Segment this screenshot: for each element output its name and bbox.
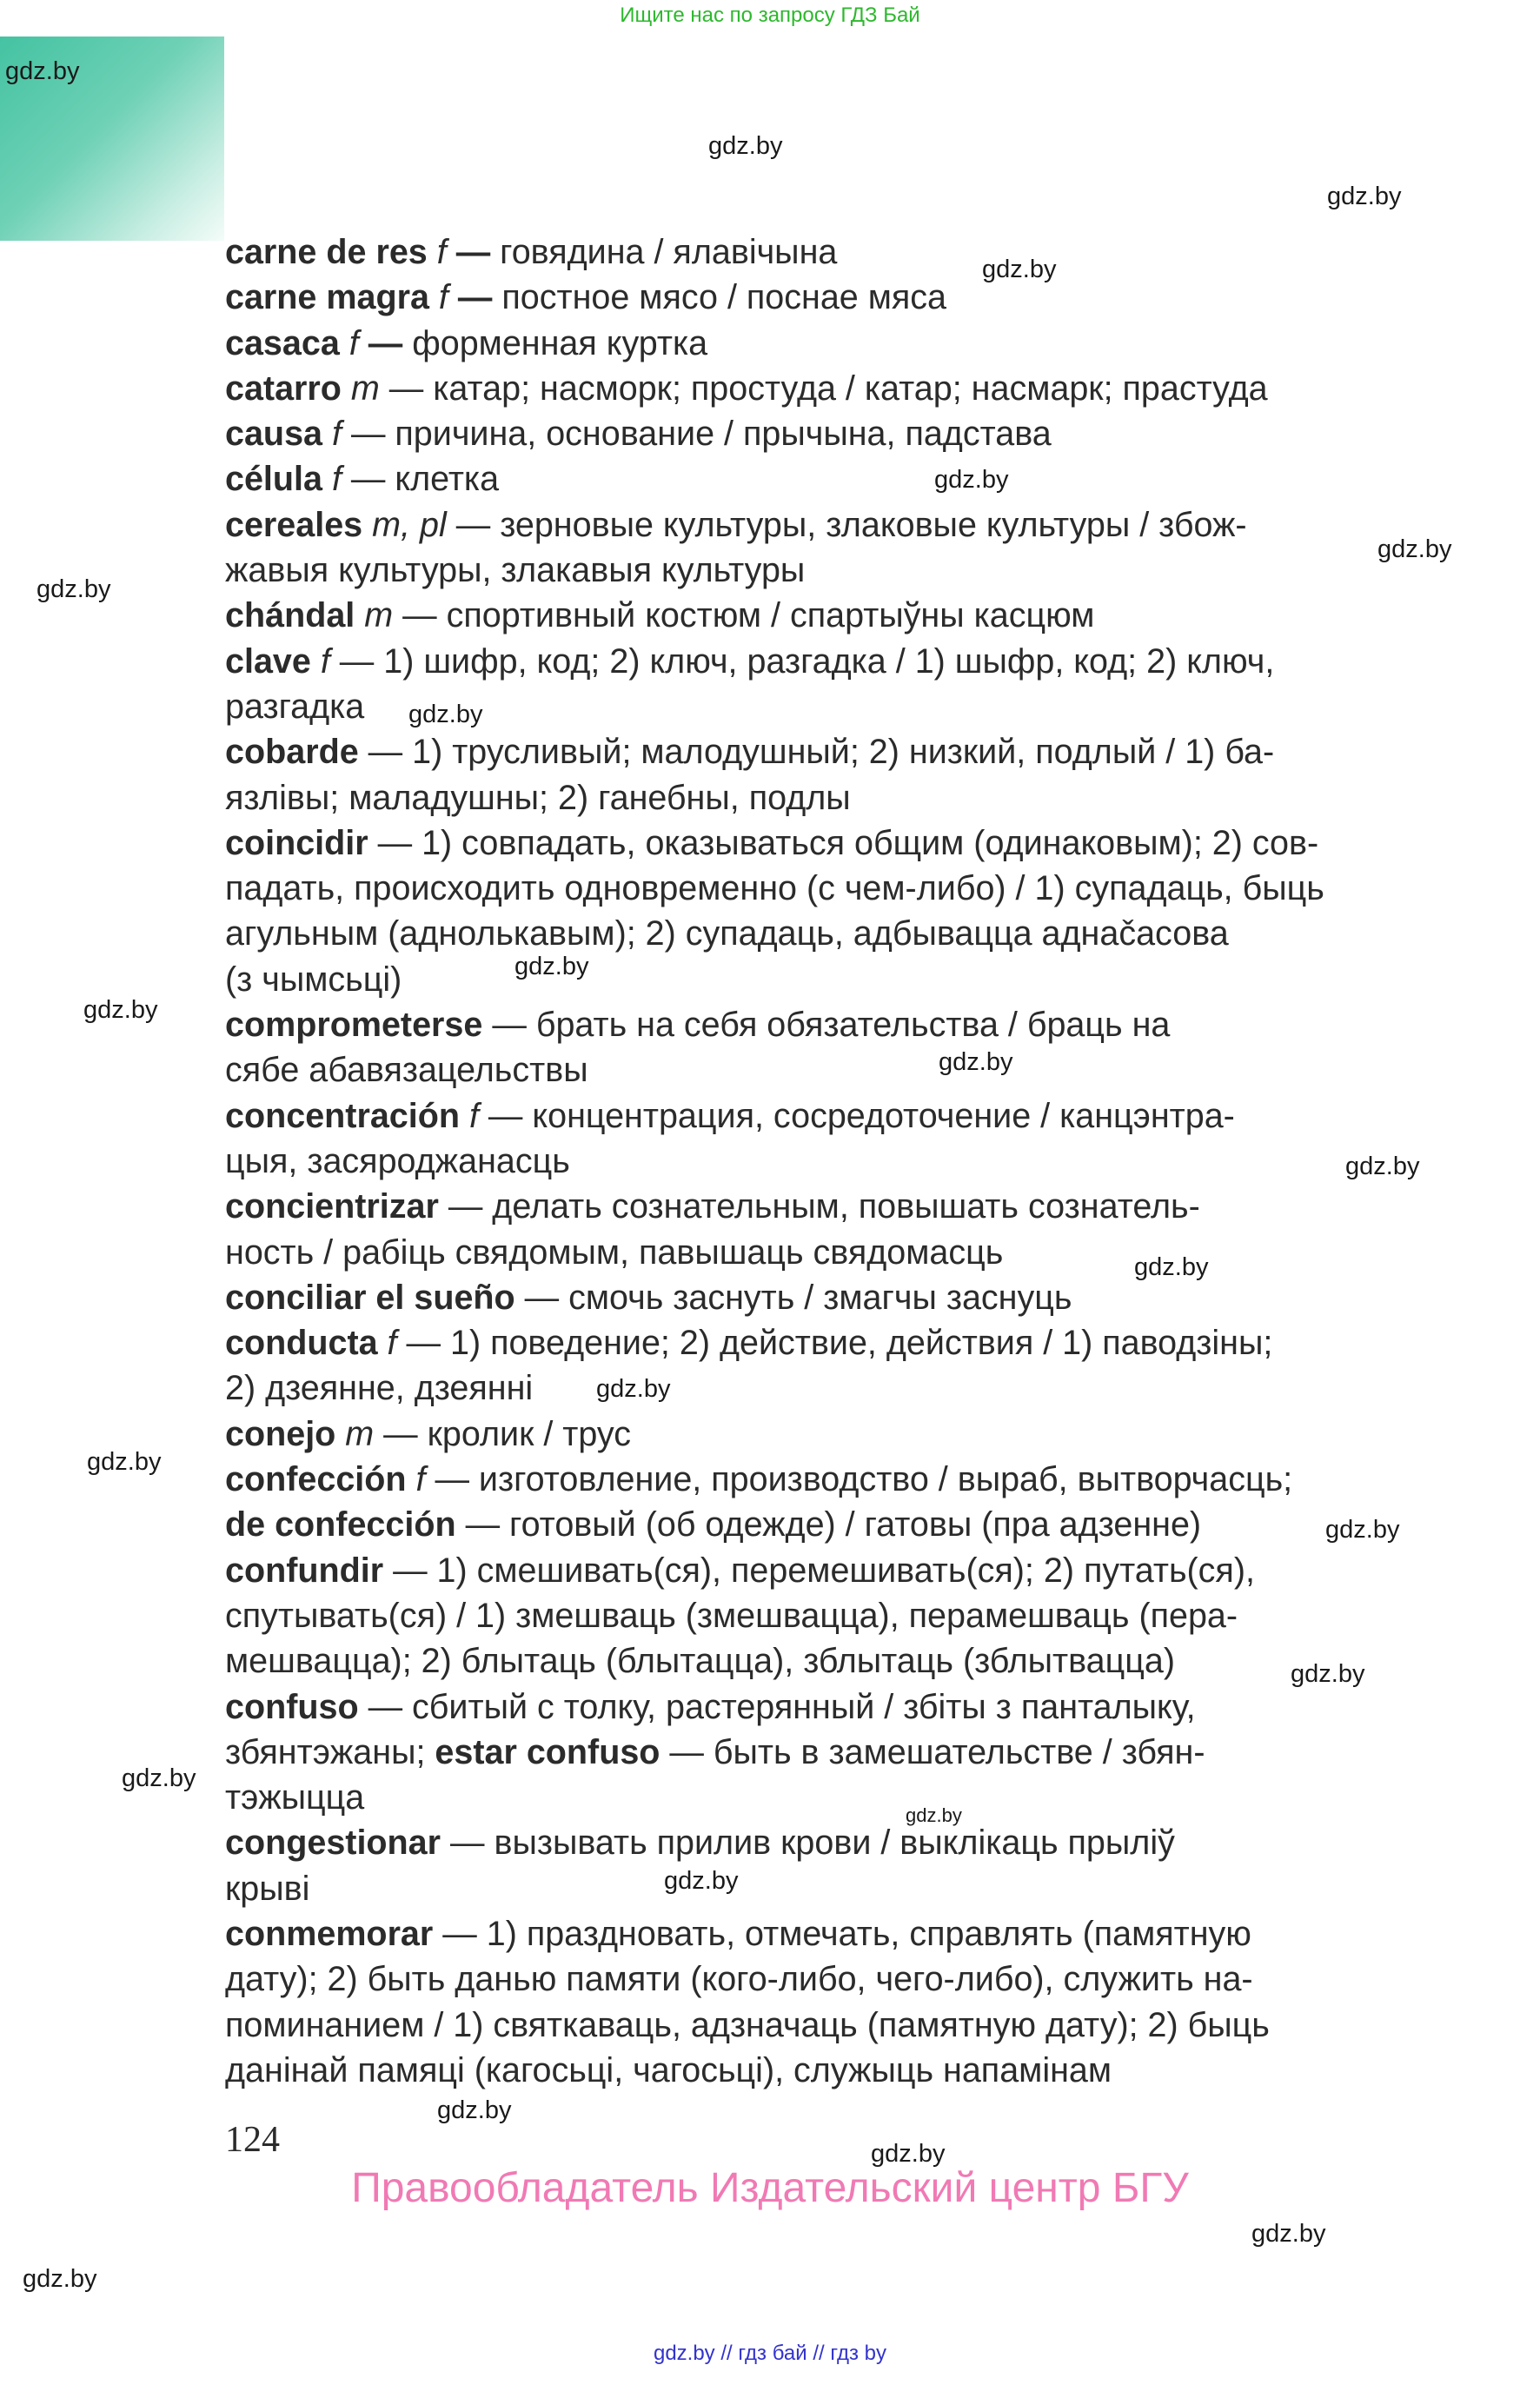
dictionary-line: [225, 1548, 1365, 1593]
headword: congestionar: [225, 1824, 441, 1863]
headword: conmemorar: [225, 1914, 434, 1953]
headword: chándal: [225, 596, 365, 635]
page-number: 124: [225, 2120, 280, 2160]
dictionary-line: [225, 1730, 1365, 1775]
definition-text: 2) дзеянне, дзеянні: [225, 1369, 534, 1408]
grammar-mark: m, pl: [372, 505, 447, 544]
dictionary-line: [225, 593, 1365, 638]
definition-text: — 1) поведение; 2) действие, действия / 1) паводзіны;: [396, 1324, 1273, 1363]
grammar-mark: f: [348, 323, 359, 362]
grammar-mark: f: [387, 1324, 397, 1363]
definition-text: — 1) смешивать(ся), перемешивать(ся); 2) путать(ся),: [383, 1551, 1255, 1590]
dictionary-line: [225, 957, 1365, 1002]
headword: catarro: [225, 369, 351, 408]
dictionary-line: [225, 1412, 1365, 1457]
definition-text: спутывать(ся) / 1) змешваць (змешвацца), перамешваць (пера-: [225, 1596, 1238, 1635]
dictionary-line: [225, 866, 1365, 911]
watermark: gdz.by: [1291, 1660, 1365, 1688]
headword: concentración: [225, 1096, 469, 1135]
dictionary-line: [225, 1775, 1365, 1820]
dictionary-line: [225, 775, 1365, 820]
headword: concientrizar: [225, 1187, 439, 1226]
watermark: gdz.by: [83, 996, 158, 1024]
dictionary-line: [225, 502, 1365, 548]
copyright-notice: Правообладатель Издательский центр БГУ: [351, 2165, 1189, 2211]
dictionary-line: [225, 911, 1365, 956]
dictionary-line: [225, 1638, 1365, 1684]
definition-text: — зерновые культуры, злаковые культуры / збож-: [446, 505, 1247, 544]
watermark: gdz.by: [1327, 183, 1402, 210]
watermark: gdz.by: [437, 2096, 512, 2124]
dictionary-line: [225, 1593, 1365, 1638]
dictionary-line: [225, 2048, 1365, 2093]
definition-text: крыві: [225, 1869, 310, 1908]
watermark: gdz.by: [37, 575, 111, 603]
headword: carne magra: [225, 278, 439, 317]
dictionary-line: [225, 1139, 1365, 1184]
definition-text: — быть в замешательстве / збян-: [660, 1732, 1205, 1771]
dictionary-line: [225, 411, 1365, 456]
dictionary-line: [225, 1184, 1365, 1229]
definition-text: — спортивный костюм / спартыўны касцюм: [393, 596, 1095, 635]
headword: causa: [225, 415, 332, 454]
headword: conducta: [225, 1324, 388, 1363]
headword: célula: [225, 460, 332, 499]
dictionary-line: [225, 2003, 1365, 2048]
watermark: gdz.by: [1134, 1253, 1209, 1281]
dictionary-line: [225, 1275, 1365, 1320]
definition-text: — кролик / трус: [374, 1414, 631, 1453]
grammar-mark: f: [438, 278, 448, 317]
grammar-mark: f: [320, 641, 330, 681]
grammar-mark: m: [350, 369, 380, 408]
watermark: gdz.by: [87, 1448, 162, 1476]
definition-text: — делать сознательным, повышать сознатель-: [438, 1187, 1200, 1226]
definition-text: жавыя культуры, злакавыя культуры: [225, 551, 806, 590]
definition-text: тэжыцца: [225, 1778, 365, 1817]
watermark: gdz.by: [408, 701, 483, 728]
definition-text: — готовый (об одежде) / гатовы (пра адзенне): [455, 1505, 1202, 1545]
definition-text: дату); 2) быть данью памяти (кого-либо, чего-либо), служить на-: [225, 1960, 1253, 1999]
definition-text: форменная куртка: [402, 323, 708, 362]
dictionary-line: [225, 1684, 1365, 1730]
watermark: gdz.by: [596, 1375, 671, 1403]
definition-text: — брать на себя обязательства / браць на: [482, 1006, 1171, 1045]
grammar-mark: f: [331, 415, 342, 454]
definition-text: — катар; насморк; простуда / катар; насмарк; прастуда: [379, 369, 1268, 408]
dictionary-line: [225, 1002, 1365, 1047]
dictionary-line: [225, 548, 1365, 593]
definition-text: мешвацца); 2) блытаць (блытацца), зблытаць (зблытвацца): [225, 1642, 1176, 1681]
watermark: gdz.by: [1377, 535, 1452, 563]
definition-text: — причина, основание / прычына, падстава: [341, 415, 1052, 454]
watermark: gdz.by: [982, 256, 1057, 283]
definition-text: цыя, засяроджанасць: [225, 1141, 570, 1180]
watermark: gdz.by: [939, 1048, 1013, 1076]
watermark: gdz.by: [1325, 1516, 1400, 1544]
top-banner[interactable]: Ищите нас по запросу ГДЗ Бай: [620, 3, 920, 27]
definition-text: — 1) шифр, код; 2) ключ, разгадка / 1) шыфр, код; 2) ключ,: [329, 641, 1275, 681]
dictionary-line: [225, 275, 1365, 320]
dictionary-line: [225, 1911, 1365, 1956]
definition-text: — 1) совпадать, оказываться общим (одинаковым); 2) сов-: [368, 823, 1319, 862]
dictionary-line: [225, 1093, 1365, 1139]
headword: conejo: [225, 1414, 346, 1453]
definition-text: — сбитый с толку, растерянный / збіты з панталыку,: [358, 1687, 1196, 1726]
headword: confundir: [225, 1551, 384, 1590]
watermark: gdz.by: [664, 1867, 739, 1895]
watermark: gdz.by: [1251, 2220, 1326, 2248]
definition-text: — смочь заснуть / змагчы заснуць: [514, 1278, 1072, 1317]
definition-text: — изготовление, производство / выраб, вытворчасць;: [425, 1460, 1293, 1499]
definition-text: — клетка: [341, 460, 500, 499]
headword: confuso: [225, 1687, 359, 1726]
headword: —: [448, 278, 493, 317]
definition-text: разгадка: [225, 687, 365, 726]
dictionary-line: [225, 729, 1365, 774]
watermark: gdz.by: [934, 466, 1009, 494]
definition-text: — вызывать прилив крови / выклікаць прыліў: [441, 1824, 1175, 1863]
grammar-mark: f: [415, 1460, 426, 1499]
dictionary-line: [225, 1502, 1365, 1547]
headword: confección: [225, 1460, 416, 1499]
watermark: gdz.by: [1345, 1153, 1420, 1180]
dictionary-line: [225, 456, 1365, 502]
grammar-mark: m: [345, 1414, 375, 1453]
definition-text: ность / рабіць свядомым, павышаць свядомасць: [225, 1232, 1004, 1272]
dictionary-line: [225, 366, 1365, 411]
dictionary-line: [225, 1365, 1365, 1411]
headword: carne de res: [225, 233, 437, 271]
dictionary-line: [225, 684, 1365, 729]
dictionary-entries: [225, 229, 1365, 2093]
headword: estar confuso: [435, 1732, 660, 1771]
headword: —: [446, 233, 491, 271]
dictionary-line: [225, 1866, 1365, 1911]
watermark: gdz.by: [906, 1804, 962, 1826]
watermark: gdz.by: [514, 953, 589, 980]
dictionary-line: [225, 1956, 1365, 2002]
headword: cereales: [225, 505, 373, 544]
dictionary-line: [225, 820, 1365, 866]
dictionary-line: [225, 1230, 1365, 1275]
watermark: gdz.by: [122, 1764, 196, 1792]
definition-text: збянтэжаны;: [225, 1732, 435, 1771]
headword: clave: [225, 641, 321, 681]
dictionary-line: [225, 321, 1365, 366]
grammar-mark: m: [364, 596, 394, 635]
dictionary-line: [225, 229, 1365, 275]
headword: casaca: [225, 323, 349, 362]
dictionary-line: [225, 639, 1365, 684]
definition-text: — концентрация, сосредоточение / канцэнтра-: [478, 1096, 1235, 1135]
dictionary-line: [225, 1320, 1365, 1365]
headword: de confección: [225, 1505, 456, 1545]
watermark: gdz.by: [708, 132, 783, 160]
headword: coincidir: [225, 823, 368, 862]
watermark: gdz.by: [23, 2265, 97, 2293]
dictionary-line: [225, 1820, 1365, 1865]
watermark: gdz.by: [871, 2140, 946, 2168]
grammar-mark: f: [436, 233, 447, 271]
definition-text: падать, происходить одновременно (с чем-либо) / 1) супадаць, быць: [225, 869, 1324, 908]
bottom-banner[interactable]: gdz.by // гдз бай // гдз by: [653, 2342, 887, 2365]
definition-text: язлівы; маладушны; 2) ганебны, подлы: [225, 778, 851, 817]
watermark: gdz.by: [5, 57, 80, 85]
definition-text: поминанием / 1) святкаваць, адзначаць (памятную дату); 2) быць: [225, 2005, 1270, 2044]
definition-text: говядина / ялавічына: [490, 233, 838, 271]
definition-text: (з чымсьці): [225, 960, 402, 999]
headword: conciliar el sueño: [225, 1278, 515, 1317]
definition-text: — 1) трусливый; малодушный; 2) низкий, подлый / 1) ба-: [358, 733, 1275, 772]
dictionary-line: [225, 1457, 1365, 1502]
dictionary-line: [225, 1047, 1365, 1093]
definition-text: агульным (аднолькавым); 2) супадаць, адбывацца аднačасова: [225, 914, 1229, 953]
definition-text: данінай памяці (кагосьці, чагосьці), служыць напамінам: [225, 2050, 1112, 2089]
definition-text: постное мясо / поснае мяса: [492, 278, 947, 317]
headword: comprometerse: [225, 1006, 483, 1045]
headword: —: [358, 323, 403, 362]
headword: cobarde: [225, 733, 359, 772]
definition-text: — 1) праздновать, отмечать, справлять (памятную: [433, 1914, 1251, 1953]
definition-text: сябе абавязацельствы: [225, 1051, 588, 1090]
grammar-mark: f: [468, 1096, 479, 1135]
grammar-mark: f: [331, 460, 342, 499]
